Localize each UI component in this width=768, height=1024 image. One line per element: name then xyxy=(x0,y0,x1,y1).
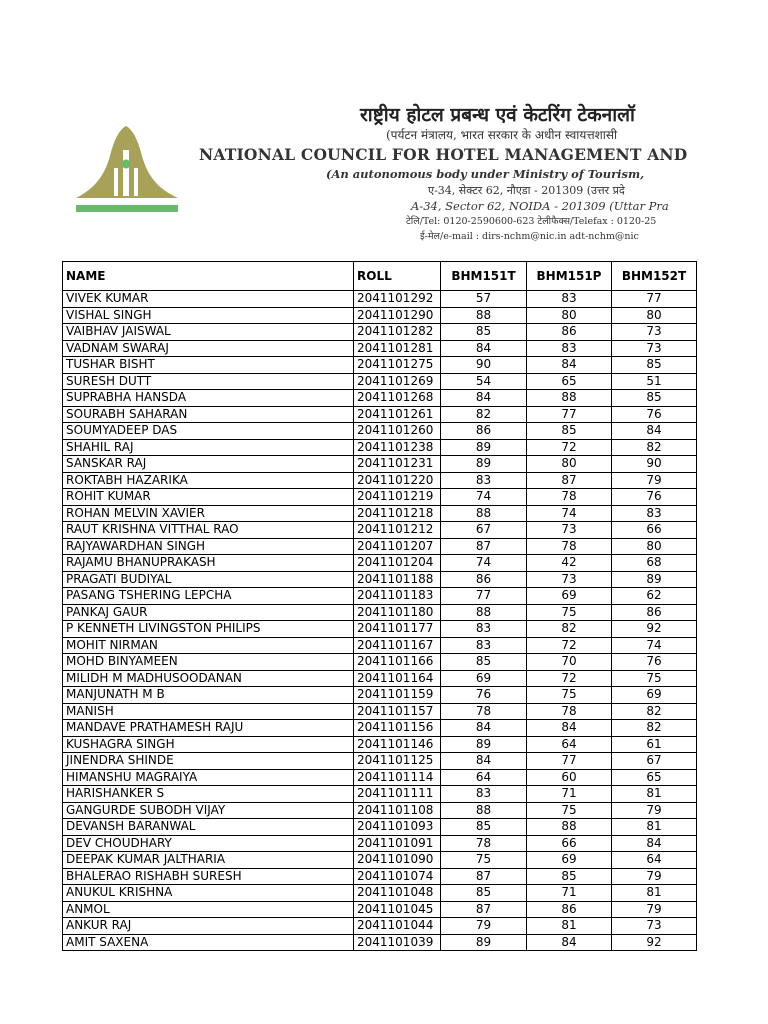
cell-bhm152t: 82 xyxy=(612,439,697,456)
cell-bhm151t: 57 xyxy=(441,291,527,308)
results-table xyxy=(62,261,697,951)
cell-roll: 2041101114 xyxy=(354,769,441,786)
cell-roll: 2041101090 xyxy=(354,852,441,869)
cell-roll: 2041101125 xyxy=(354,753,441,770)
cell-bhm151t: 84 xyxy=(441,340,527,357)
cell-bhm151p: 77 xyxy=(527,406,612,423)
table-row xyxy=(63,769,697,786)
telephone-line: टेलि/Tel: 0120-2590600-623 टेलीफैक्स/Telefax : 0120-25 xyxy=(406,216,657,227)
cell-roll: 2041101231 xyxy=(354,456,441,473)
cell-bhm151p: 72 xyxy=(527,670,612,687)
cell-bhm151t: 89 xyxy=(441,439,527,456)
table-row xyxy=(63,934,697,951)
cell-name: GANGURDE SUBODH VIJAY xyxy=(63,802,354,819)
cell-bhm151t: 78 xyxy=(441,835,527,852)
cell-roll: 2041101261 xyxy=(354,406,441,423)
table-row xyxy=(63,571,697,588)
cell-roll: 2041101091 xyxy=(354,835,441,852)
table-row xyxy=(63,489,697,506)
cell-bhm152t: 90 xyxy=(612,456,697,473)
cell-name: PASANG TSHERING LEPCHA xyxy=(63,588,354,605)
table-row xyxy=(63,720,697,737)
cell-roll: 2041101204 xyxy=(354,555,441,572)
cell-bhm152t: 82 xyxy=(612,720,697,737)
english-title: NATIONAL COUNCIL FOR HOTEL MANAGEMENT AND xyxy=(199,145,688,164)
cell-roll: 2041101167 xyxy=(354,637,441,654)
cell-bhm151t: 79 xyxy=(441,918,527,935)
cell-bhm151p: 88 xyxy=(527,819,612,836)
cell-bhm152t: 79 xyxy=(612,802,697,819)
cell-bhm151t: 82 xyxy=(441,406,527,423)
cell-name: BHALERAO RISHABH SURESH xyxy=(63,868,354,885)
cell-name: VAIBHAV JAISWAL xyxy=(63,324,354,341)
table-body xyxy=(63,291,697,951)
table-row xyxy=(63,852,697,869)
cell-bhm151p: 85 xyxy=(527,868,612,885)
cell-roll: 2041101093 xyxy=(354,819,441,836)
cell-name: MILIDH M MADHUSOODANAN xyxy=(63,670,354,687)
cell-bhm151p: 78 xyxy=(527,703,612,720)
cell-roll: 2041101292 xyxy=(354,291,441,308)
cell-name: DEVANSH BARANWAL xyxy=(63,819,354,836)
english-subtitle: (An autonomous body under Ministry of Tourism, xyxy=(326,167,645,181)
cell-roll: 2041101156 xyxy=(354,720,441,737)
table-row xyxy=(63,291,697,308)
cell-name: MANDAVE PRATHAMESH RAJU xyxy=(63,720,354,737)
hindi-subtitle: (पर्यटन मंत्रालय, भारत सरकार के अधीन स्वायत्तशासी xyxy=(386,128,618,142)
cell-bhm152t: 89 xyxy=(612,571,697,588)
cell-bhm151t: 89 xyxy=(441,934,527,951)
cell-name: SURESH DUTT xyxy=(63,373,354,390)
cell-roll: 2041101164 xyxy=(354,670,441,687)
cell-roll: 2041101108 xyxy=(354,802,441,819)
cell-name: MANISH xyxy=(63,703,354,720)
cell-roll: 2041101166 xyxy=(354,654,441,671)
cell-bhm152t: 86 xyxy=(612,604,697,621)
table-row xyxy=(63,621,697,638)
cell-bhm152t: 61 xyxy=(612,736,697,753)
cell-roll: 2041101177 xyxy=(354,621,441,638)
cell-roll: 2041101111 xyxy=(354,786,441,803)
cell-bhm151p: 71 xyxy=(527,885,612,902)
cell-bhm151p: 72 xyxy=(527,637,612,654)
table-row xyxy=(63,423,697,440)
cell-roll: 2041101218 xyxy=(354,505,441,522)
cell-bhm151t: 67 xyxy=(441,522,527,539)
cell-bhm152t: 85 xyxy=(612,357,697,374)
cell-bhm151t: 85 xyxy=(441,819,527,836)
cell-name: HARISHANKER S xyxy=(63,786,354,803)
cell-bhm151p: 86 xyxy=(527,901,612,918)
cell-bhm152t: 73 xyxy=(612,918,697,935)
table-row xyxy=(63,555,697,572)
cell-bhm151p: 84 xyxy=(527,720,612,737)
cell-bhm151p: 71 xyxy=(527,786,612,803)
cell-bhm151t: 76 xyxy=(441,687,527,704)
table-row xyxy=(63,703,697,720)
table-row xyxy=(63,918,697,935)
cell-bhm151t: 88 xyxy=(441,802,527,819)
table-row xyxy=(63,901,697,918)
table-header-row xyxy=(63,262,697,291)
cell-bhm152t: 81 xyxy=(612,786,697,803)
email-line: ई-मेल/e-mail : dirs-nchm@nic.in adt-nchm@nic xyxy=(420,231,639,242)
cell-roll: 2041101275 xyxy=(354,357,441,374)
cell-bhm151p: 74 xyxy=(527,505,612,522)
cell-bhm151t: 54 xyxy=(441,373,527,390)
cell-roll: 2041101159 xyxy=(354,687,441,704)
cell-roll: 2041101039 xyxy=(354,934,441,951)
cell-name: ANUKUL KRISHNA xyxy=(63,885,354,902)
cell-bhm151p: 60 xyxy=(527,769,612,786)
cell-bhm152t: 83 xyxy=(612,505,697,522)
address-english: A-34, Sector 62, NOIDA - 201309 (Uttar Pra xyxy=(411,199,669,213)
cell-bhm151p: 73 xyxy=(527,571,612,588)
cell-bhm151t: 74 xyxy=(441,555,527,572)
cell-bhm151p: 83 xyxy=(527,340,612,357)
cell-bhm151t: 86 xyxy=(441,571,527,588)
cell-name: ANMOL xyxy=(63,901,354,918)
cell-bhm152t: 67 xyxy=(612,753,697,770)
cell-bhm151t: 78 xyxy=(441,703,527,720)
cell-bhm151p: 75 xyxy=(527,802,612,819)
table-row xyxy=(63,373,697,390)
cell-bhm151p: 77 xyxy=(527,753,612,770)
table-row xyxy=(63,637,697,654)
cell-bhm152t: 85 xyxy=(612,390,697,407)
cell-name: RAJAMU BHANUPRAKASH xyxy=(63,555,354,572)
cell-name: ANKUR RAJ xyxy=(63,918,354,935)
cell-bhm151p: 80 xyxy=(527,456,612,473)
cell-bhm152t: 64 xyxy=(612,852,697,869)
cell-bhm152t: 84 xyxy=(612,423,697,440)
cell-bhm151p: 72 xyxy=(527,439,612,456)
cell-roll: 2041101290 xyxy=(354,307,441,324)
cell-name: DEV CHOUDHARY xyxy=(63,835,354,852)
table-row xyxy=(63,357,697,374)
cell-name: ROKTABH HAZARIKA xyxy=(63,472,354,489)
cell-roll: 2041101048 xyxy=(354,885,441,902)
cell-bhm152t: 81 xyxy=(612,885,697,902)
cell-bhm151t: 77 xyxy=(441,588,527,605)
cell-bhm151p: 80 xyxy=(527,307,612,324)
cell-bhm151p: 78 xyxy=(527,489,612,506)
table-row xyxy=(63,505,697,522)
cell-name: PRAGATI BUDIYAL xyxy=(63,571,354,588)
cell-bhm152t: 76 xyxy=(612,654,697,671)
cell-roll: 2041101074 xyxy=(354,868,441,885)
table-row xyxy=(63,604,697,621)
cell-bhm152t: 81 xyxy=(612,819,697,836)
cell-bhm151p: 65 xyxy=(527,373,612,390)
cell-bhm151p: 75 xyxy=(527,687,612,704)
cell-bhm151p: 78 xyxy=(527,538,612,555)
table-row xyxy=(63,885,697,902)
table-row xyxy=(63,687,697,704)
cell-bhm151t: 83 xyxy=(441,637,527,654)
cell-name: SUPRABHA HANSDA xyxy=(63,390,354,407)
cell-bhm151t: 85 xyxy=(441,324,527,341)
table-row xyxy=(63,588,697,605)
cell-bhm152t: 51 xyxy=(612,373,697,390)
table-row xyxy=(63,324,697,341)
cell-bhm151p: 82 xyxy=(527,621,612,638)
cell-bhm151t: 84 xyxy=(441,720,527,737)
cell-roll: 2041101044 xyxy=(354,918,441,935)
cell-roll: 2041101238 xyxy=(354,439,441,456)
cell-bhm151p: 88 xyxy=(527,390,612,407)
cell-bhm152t: 73 xyxy=(612,340,697,357)
cell-bhm151p: 73 xyxy=(527,522,612,539)
cell-name: P KENNETH LIVINGSTON PHILIPS xyxy=(63,621,354,638)
cell-bhm151t: 87 xyxy=(441,538,527,555)
cell-bhm151p: 42 xyxy=(527,555,612,572)
cell-name: VISHAL SINGH xyxy=(63,307,354,324)
table-row xyxy=(63,406,697,423)
cell-bhm151t: 83 xyxy=(441,472,527,489)
cell-bhm151t: 88 xyxy=(441,505,527,522)
cell-bhm152t: 74 xyxy=(612,637,697,654)
header-bhm152t: BHM152T xyxy=(612,262,697,291)
cell-bhm152t: 73 xyxy=(612,324,697,341)
cell-roll: 2041101157 xyxy=(354,703,441,720)
table-row xyxy=(63,390,697,407)
cell-bhm151p: 85 xyxy=(527,423,612,440)
cell-bhm151t: 90 xyxy=(441,357,527,374)
cell-bhm152t: 66 xyxy=(612,522,697,539)
cell-roll: 2041101268 xyxy=(354,390,441,407)
cell-name: VADNAM SWARAJ xyxy=(63,340,354,357)
table-row xyxy=(63,835,697,852)
cell-bhm152t: 92 xyxy=(612,934,697,951)
cell-name: VIVEK KUMAR xyxy=(63,291,354,308)
cell-name: MANJUNATH M B xyxy=(63,687,354,704)
cell-bhm152t: 76 xyxy=(612,406,697,423)
cell-name: AMIT SAXENA xyxy=(63,934,354,951)
cell-bhm151t: 85 xyxy=(441,885,527,902)
table-row xyxy=(63,472,697,489)
cell-bhm151t: 84 xyxy=(441,390,527,407)
cell-roll: 2041101269 xyxy=(354,373,441,390)
cell-roll: 2041101281 xyxy=(354,340,441,357)
letterhead xyxy=(0,0,768,250)
cell-bhm151t: 74 xyxy=(441,489,527,506)
cell-bhm151t: 69 xyxy=(441,670,527,687)
table-row xyxy=(63,439,697,456)
table-row xyxy=(63,753,697,770)
cell-bhm151t: 86 xyxy=(441,423,527,440)
cell-bhm152t: 75 xyxy=(612,670,697,687)
cell-bhm152t: 80 xyxy=(612,538,697,555)
cell-roll: 2041101188 xyxy=(354,571,441,588)
cell-bhm151p: 84 xyxy=(527,357,612,374)
cell-bhm151p: 86 xyxy=(527,324,612,341)
header-bhm151p: BHM151P xyxy=(527,262,612,291)
cell-bhm152t: 92 xyxy=(612,621,697,638)
table-row xyxy=(63,802,697,819)
cell-bhm152t: 82 xyxy=(612,703,697,720)
cell-name: JINENDRA SHINDE xyxy=(63,753,354,770)
cell-bhm151t: 85 xyxy=(441,654,527,671)
table-row xyxy=(63,868,697,885)
cell-name: ROHAN MELVIN XAVIER xyxy=(63,505,354,522)
cell-roll: 2041101220 xyxy=(354,472,441,489)
cell-roll: 2041101146 xyxy=(354,736,441,753)
cell-bhm152t: 79 xyxy=(612,901,697,918)
cell-name: SHAHIL RAJ xyxy=(63,439,354,456)
cell-bhm151t: 88 xyxy=(441,307,527,324)
table-row xyxy=(63,670,697,687)
cell-name: SOUMYADEEP DAS xyxy=(63,423,354,440)
cell-roll: 2041101180 xyxy=(354,604,441,621)
cell-bhm151p: 75 xyxy=(527,604,612,621)
cell-name: MOHIT NIRMAN xyxy=(63,637,354,654)
cell-bhm151t: 83 xyxy=(441,786,527,803)
cell-name: MOHD BINYAMEEN xyxy=(63,654,354,671)
cell-name: HIMANSHU MAGRAIYA xyxy=(63,769,354,786)
cell-bhm151t: 89 xyxy=(441,736,527,753)
header-name: NAME xyxy=(63,262,354,291)
cell-bhm152t: 62 xyxy=(612,588,697,605)
cell-bhm151p: 70 xyxy=(527,654,612,671)
address-hindi: ए-34, सेक्टर 62, नौएडा - 201309 (उत्तर प्रदे xyxy=(428,184,625,197)
cell-bhm152t: 68 xyxy=(612,555,697,572)
cell-bhm151p: 64 xyxy=(527,736,612,753)
table-row xyxy=(63,522,697,539)
cell-bhm151p: 66 xyxy=(527,835,612,852)
cell-bhm151p: 69 xyxy=(527,588,612,605)
table-row xyxy=(63,456,697,473)
cell-bhm151t: 87 xyxy=(441,868,527,885)
cell-bhm151t: 84 xyxy=(441,753,527,770)
cell-roll: 2041101212 xyxy=(354,522,441,539)
cell-bhm151t: 88 xyxy=(441,604,527,621)
nchmct-logo-icon xyxy=(74,124,180,216)
table-row xyxy=(63,307,697,324)
cell-name: SANSKAR RAJ xyxy=(63,456,354,473)
cell-bhm151t: 75 xyxy=(441,852,527,869)
cell-bhm151p: 69 xyxy=(527,852,612,869)
cell-name: ROHIT KUMAR xyxy=(63,489,354,506)
cell-roll: 2041101219 xyxy=(354,489,441,506)
table-row xyxy=(63,786,697,803)
cell-bhm152t: 79 xyxy=(612,472,697,489)
cell-name: SOURABH SAHARAN xyxy=(63,406,354,423)
cell-roll: 2041101282 xyxy=(354,324,441,341)
cell-bhm152t: 84 xyxy=(612,835,697,852)
cell-name: RAJYAWARDHAN SINGH xyxy=(63,538,354,555)
header-roll: ROLL xyxy=(354,262,441,291)
table-row xyxy=(63,654,697,671)
table-row xyxy=(63,819,697,836)
cell-name: DEEPAK KUMAR JALTHARIA xyxy=(63,852,354,869)
cell-bhm152t: 69 xyxy=(612,687,697,704)
cell-bhm152t: 77 xyxy=(612,291,697,308)
cell-bhm152t: 79 xyxy=(612,868,697,885)
cell-name: PANKAJ GAUR xyxy=(63,604,354,621)
cell-name: KUSHAGRA SINGH xyxy=(63,736,354,753)
cell-roll: 2041101183 xyxy=(354,588,441,605)
cell-bhm151t: 87 xyxy=(441,901,527,918)
cell-roll: 2041101207 xyxy=(354,538,441,555)
cell-bhm151t: 83 xyxy=(441,621,527,638)
hindi-title: राष्ट्रीय होटल प्रबन्ध एवं केटरिंग टेकनालॉ xyxy=(360,104,635,126)
cell-bhm152t: 80 xyxy=(612,307,697,324)
cell-bhm151p: 87 xyxy=(527,472,612,489)
table-row xyxy=(63,538,697,555)
header-bhm151t: BHM151T xyxy=(441,262,527,291)
table-row xyxy=(63,340,697,357)
cell-bhm151p: 81 xyxy=(527,918,612,935)
cell-name: RAUT KRISHNA VITTHAL RAO xyxy=(63,522,354,539)
table-row xyxy=(63,736,697,753)
cell-bhm151t: 89 xyxy=(441,456,527,473)
cell-bhm151t: 64 xyxy=(441,769,527,786)
cell-bhm152t: 76 xyxy=(612,489,697,506)
cell-bhm152t: 65 xyxy=(612,769,697,786)
cell-name: TUSHAR BISHT xyxy=(63,357,354,374)
cell-roll: 2041101045 xyxy=(354,901,441,918)
cell-bhm151p: 83 xyxy=(527,291,612,308)
cell-roll: 2041101260 xyxy=(354,423,441,440)
cell-bhm151p: 84 xyxy=(527,934,612,951)
